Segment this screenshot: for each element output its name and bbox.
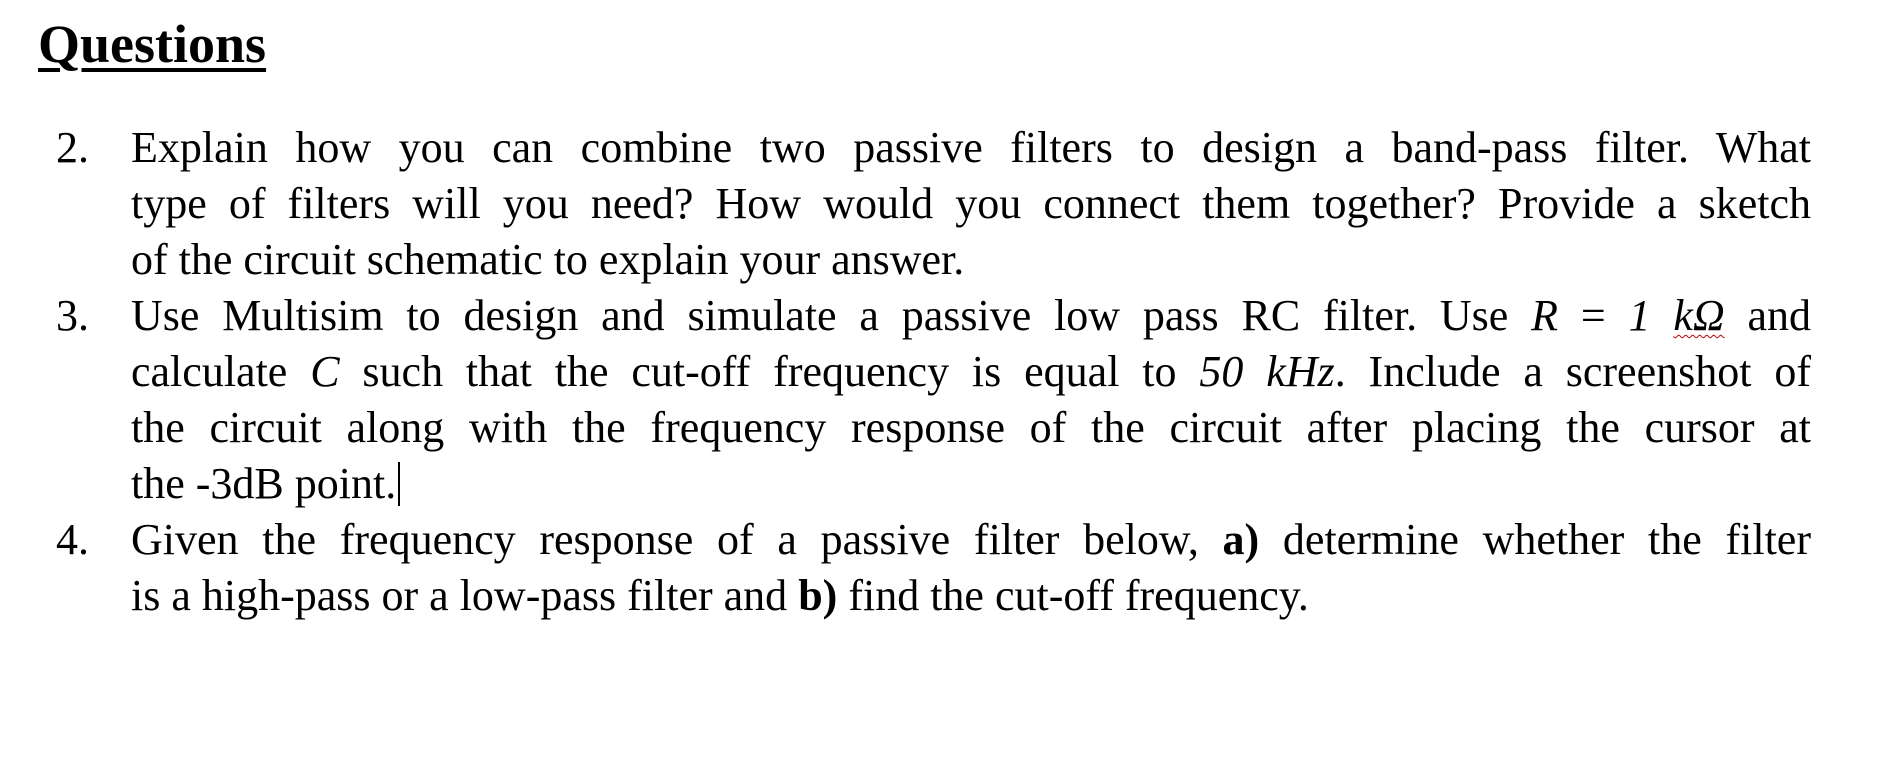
question-number: 3. xyxy=(56,291,89,340)
question-line xyxy=(131,568,1811,624)
question-line xyxy=(131,512,1811,568)
text-run: find the cut-off frequency. xyxy=(837,571,1309,620)
text-run: the -3dB point. xyxy=(131,459,397,508)
text-run xyxy=(1650,291,1673,340)
question-line: Explain how you can combine two passive filters to design a band-pass filter. What xyxy=(131,123,1811,172)
text-run: and xyxy=(1724,291,1812,340)
question-text[interactable] xyxy=(131,512,1811,624)
question-text[interactable] xyxy=(131,288,1811,512)
question-text[interactable] xyxy=(131,120,1811,288)
text-run: is a high-pass or a low-pass filter and xyxy=(131,571,799,620)
part-a-label: a) xyxy=(1222,515,1260,564)
text-run: calculate xyxy=(131,347,311,396)
question-number: 2. xyxy=(56,123,89,172)
text-run: . Include a screenshot of xyxy=(1334,347,1811,396)
text-run: Given the frequency response of a passive filter below, xyxy=(131,515,1223,564)
resistance-unit-spellcheck: kΩ xyxy=(1673,291,1725,340)
equals-sign: = xyxy=(1558,291,1629,340)
frequency-value: 50 kHz xyxy=(1199,347,1335,396)
question-line: of the circuit schematic to explain your answer. xyxy=(131,235,965,284)
page-title: Questions xyxy=(38,14,267,74)
question-line: the circuit along with the frequency response of the circuit after placing the cursor at xyxy=(131,403,1811,452)
question-number: 4. xyxy=(56,515,89,564)
part-b-label: b) xyxy=(798,571,838,620)
question-line xyxy=(131,456,1811,512)
resistance-symbol: R xyxy=(1531,291,1559,340)
text-cursor xyxy=(398,462,400,506)
question-line: type of filters will you need? How would you connect them together? Provide a sketch xyxy=(131,179,1811,228)
text-run: Use Multisim to design and simulate a passive low pass RC filter. Use xyxy=(131,291,1532,340)
resistance-value: 1 xyxy=(1628,291,1651,340)
question-line xyxy=(131,344,1811,400)
text-run: determine whether the filter xyxy=(1259,515,1811,564)
text-run: such that the cut-off frequency is equal to xyxy=(339,347,1200,396)
question-line xyxy=(131,288,1811,344)
capacitance-symbol: C xyxy=(310,347,340,396)
